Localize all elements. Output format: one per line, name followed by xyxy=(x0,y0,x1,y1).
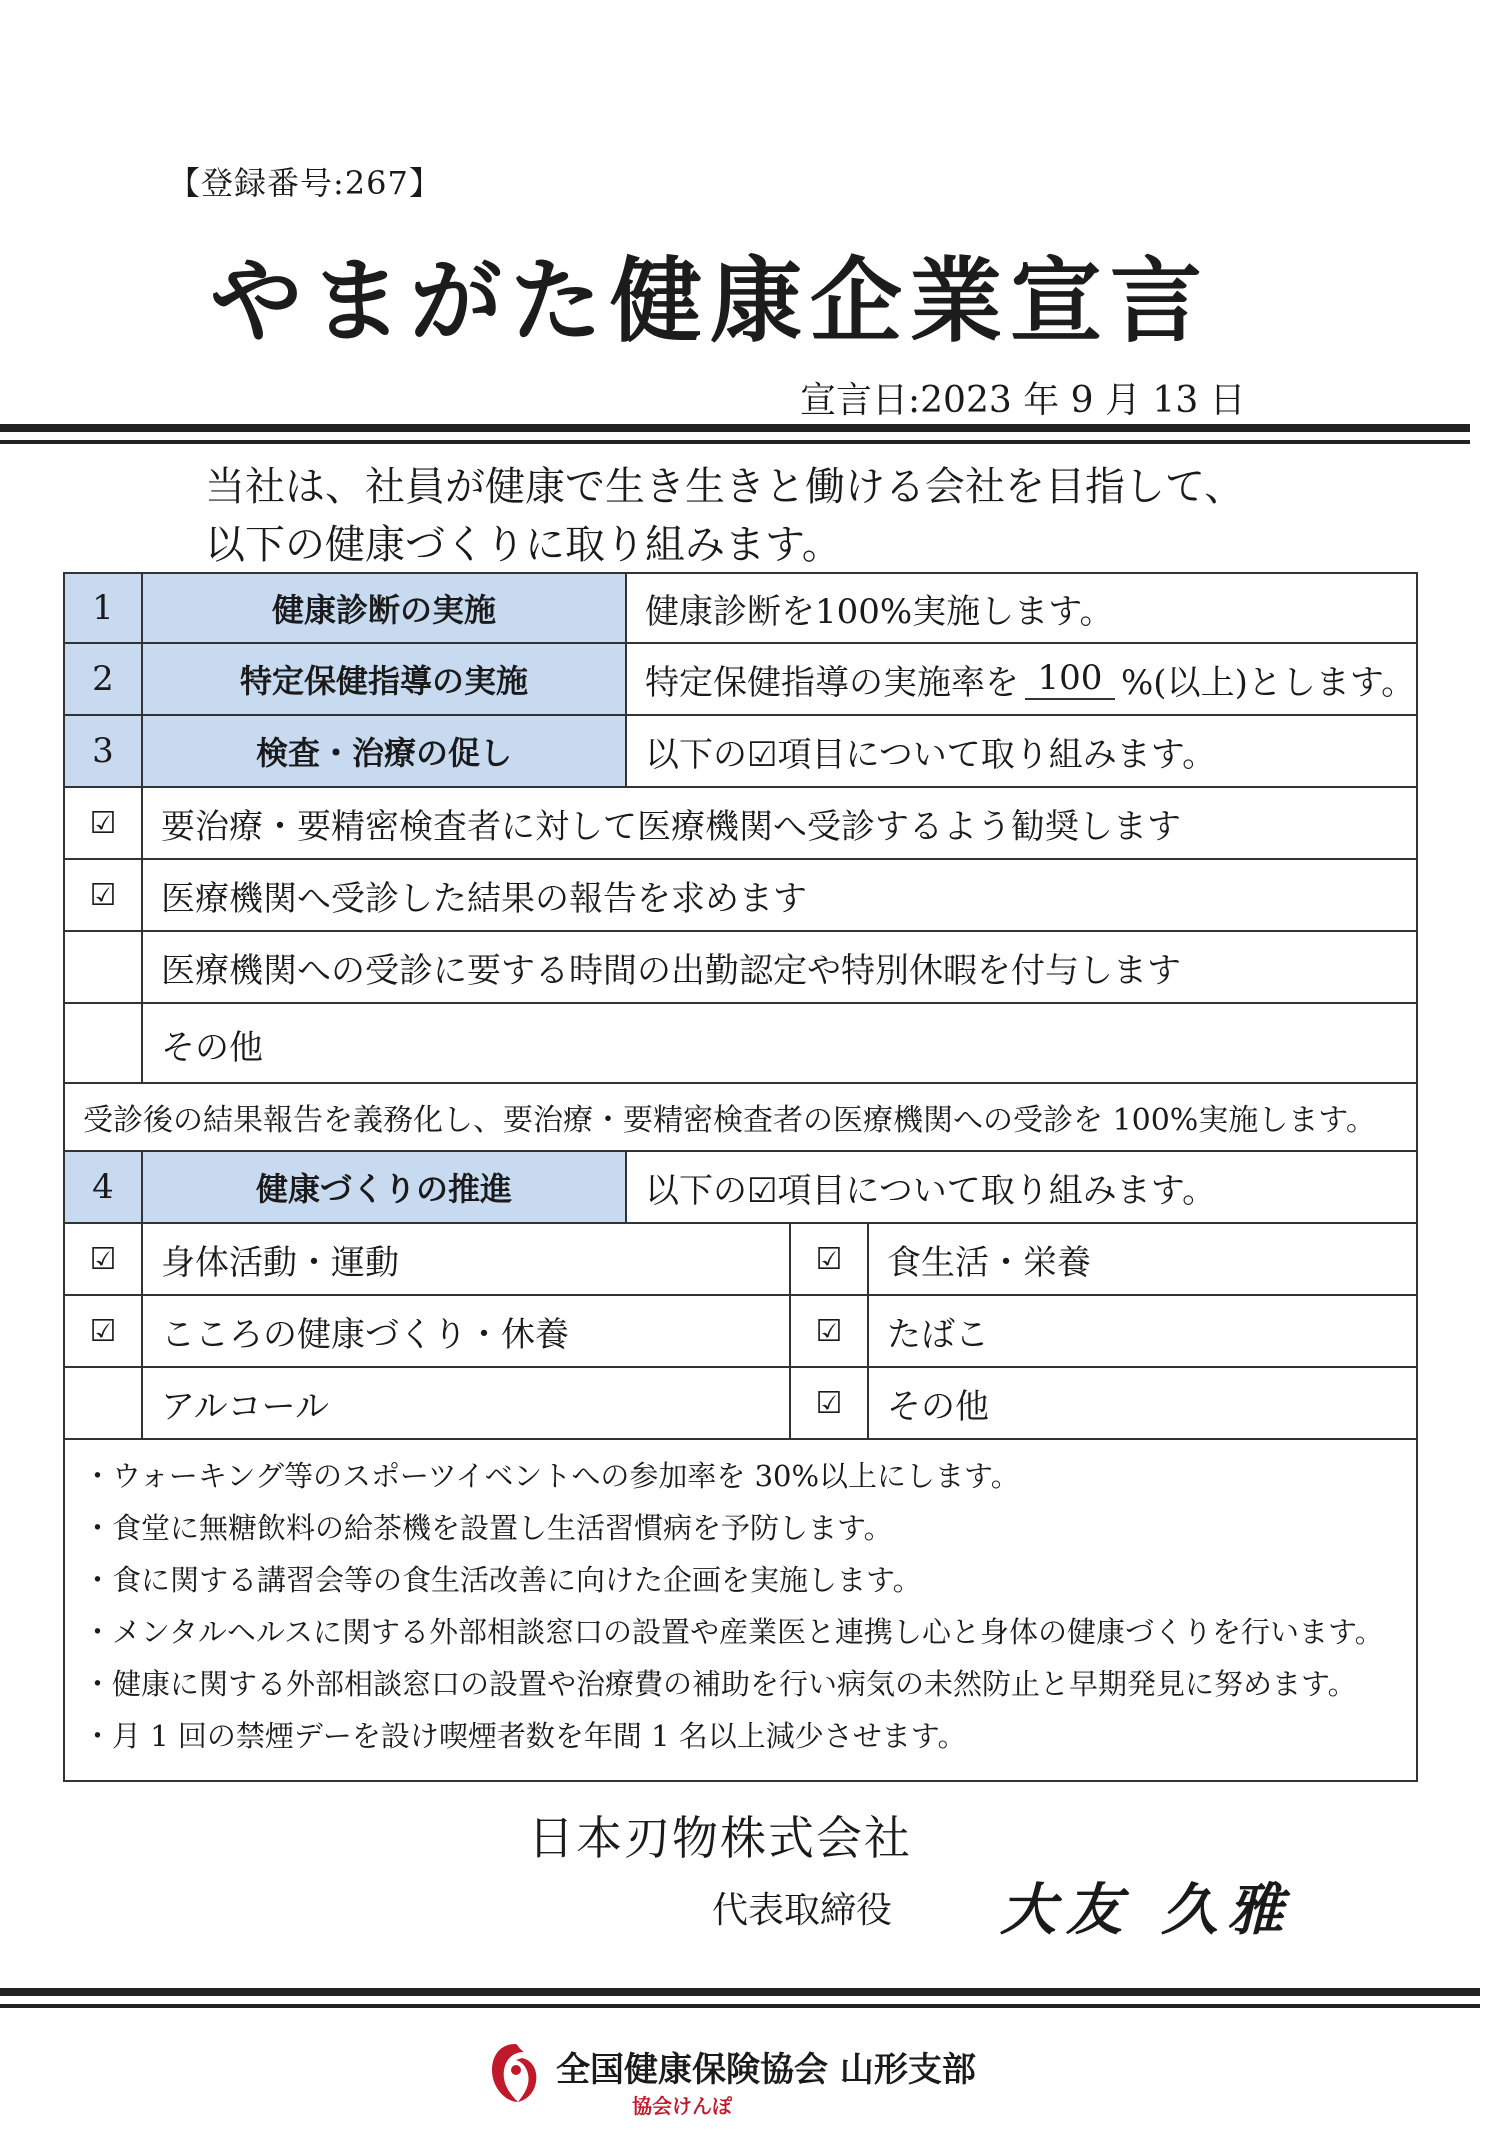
section-heading: 検査・治療の促し xyxy=(143,716,627,786)
item-text: その他 xyxy=(887,1386,989,1427)
section-4-grid-row xyxy=(65,1368,1416,1440)
section-number: 4 xyxy=(65,1152,143,1222)
intro-text xyxy=(205,458,1355,574)
section-heading: 健康診断の実施 xyxy=(143,574,627,642)
section-3-row xyxy=(65,716,1416,788)
kyokai-kenpo-logo-icon xyxy=(488,2040,542,2106)
section-number: 3 xyxy=(65,716,143,786)
checkbox-icon xyxy=(65,932,143,1002)
list-item: ・月 1 回の禁煙デーを設け喫煙者数を年間 1 名以上減少させます。 xyxy=(83,1719,967,1753)
section-2-row xyxy=(65,644,1416,716)
page-title: やまがた健康企業宣言 xyxy=(210,248,1211,355)
item-text: その他 xyxy=(161,1027,263,1068)
top-rule-thick xyxy=(0,424,1470,432)
section-3-item xyxy=(65,788,1416,860)
item-text: 食生活・栄養 xyxy=(887,1242,1091,1283)
company-name: 日本刃物株式会社 xyxy=(528,1811,912,1865)
organization-name: 全国健康保険協会 山形支部 xyxy=(556,2050,976,2090)
item-text: 医療機関への受診に要する時間の出勤認定や特別休暇を付与します xyxy=(161,950,1181,991)
section-heading: 健康づくりの推進 xyxy=(143,1152,627,1222)
checkbox-icon xyxy=(65,1368,143,1438)
desc-suffix: %(以上)とします。 xyxy=(1121,662,1416,703)
section-description: 健康診断を100%実施します。 xyxy=(645,591,1114,632)
organization-subname: 協会けんぽ xyxy=(632,2094,732,2118)
section-3-note: 受診後の結果報告を義務化し、要治療・要精密検査者の医療機関への受診を 100%実施します。 xyxy=(83,1103,1376,1138)
list-item: ・食に関する講習会等の食生活改善に向けた企画を実施します。 xyxy=(83,1563,922,1597)
desc-prefix: 特定保健指導の実施率を xyxy=(645,662,1019,703)
registration-number: 【登録番号:267】 xyxy=(168,164,442,202)
section-4-row xyxy=(65,1152,1416,1224)
checkbox-icon: ☑ xyxy=(791,1224,869,1294)
top-rule-thin xyxy=(0,440,1470,444)
section-3-item xyxy=(65,932,1416,1004)
intro-line-2: 以下の健康づくりに取り組みます。 xyxy=(205,522,842,568)
checkbox-icon: ☑ xyxy=(65,860,143,930)
bottom-rule-thin xyxy=(0,2004,1480,2008)
section-table-upper xyxy=(63,572,1418,1084)
section-3-note-row xyxy=(65,1084,1416,1152)
section-3-item xyxy=(65,860,1416,932)
section-heading: 特定保健指導の実施 xyxy=(143,644,627,714)
checkbox-icon: ☑ xyxy=(791,1296,869,1366)
checkbox-icon: ☑ xyxy=(791,1368,869,1438)
section-3-item xyxy=(65,1004,1416,1084)
section-1-row xyxy=(65,574,1416,644)
section-number: 2 xyxy=(65,644,143,714)
intro-line-1: 当社は、社員が健康で生き生きと働ける会社を目指して、 xyxy=(205,464,1245,510)
section-number: 1 xyxy=(65,574,143,642)
item-text: たばこ xyxy=(887,1314,989,1355)
section-description: 以下の☑項目について取り組みます。 xyxy=(645,734,1217,775)
item-text: 要治療・要精密検査者に対して医療機関へ受診するよう勧奨します xyxy=(161,806,1181,847)
representative-title: 代表取締役 xyxy=(712,1890,893,1931)
list-item: ・食堂に無糖飲料の給茶機を設置し生活習慣病を予防します。 xyxy=(83,1511,893,1545)
section-4-grid-row xyxy=(65,1296,1416,1368)
bottom-rule-thick xyxy=(0,1988,1480,1996)
representative-signature: 大友 久雅 xyxy=(1000,1877,1294,1943)
guidance-rate: 100 xyxy=(1025,658,1115,700)
item-text: 身体活動・運動 xyxy=(143,1224,791,1294)
checkbox-icon: ☑ xyxy=(65,788,143,858)
checkbox-icon: ☑ xyxy=(65,1224,143,1294)
declaration-date: 宣言日:2023 年 9 月 13 日 xyxy=(800,380,1246,421)
list-item: ・ウォーキング等のスポーツイベントへの参加率を 30%以上にします。 xyxy=(83,1459,1020,1493)
list-item: ・健康に関する外部相談窓口の設置や治療費の補助を行い病気の未然防止と早期発見に努めます。 xyxy=(83,1667,1357,1701)
section-table-lower xyxy=(63,1082,1418,1782)
checkbox-icon: ☑ xyxy=(65,1296,143,1366)
checkbox-icon xyxy=(65,1004,143,1084)
item-text: アルコール xyxy=(143,1368,791,1438)
bullet-list xyxy=(65,1440,1416,1782)
section-4-bullets-row xyxy=(65,1440,1416,1782)
section-description xyxy=(627,644,1416,714)
section-4-grid-row xyxy=(65,1224,1416,1296)
item-text: こころの健康づくり・休養 xyxy=(143,1296,791,1366)
section-description: 以下の☑項目について取り組みます。 xyxy=(645,1170,1217,1211)
item-text: 医療機関へ受診した結果の報告を求めます xyxy=(161,878,807,919)
list-item: ・メンタルヘルスに関する外部相談窓口の設置や産業医と連携し心と身体の健康づくりを行います。 xyxy=(83,1615,1384,1649)
